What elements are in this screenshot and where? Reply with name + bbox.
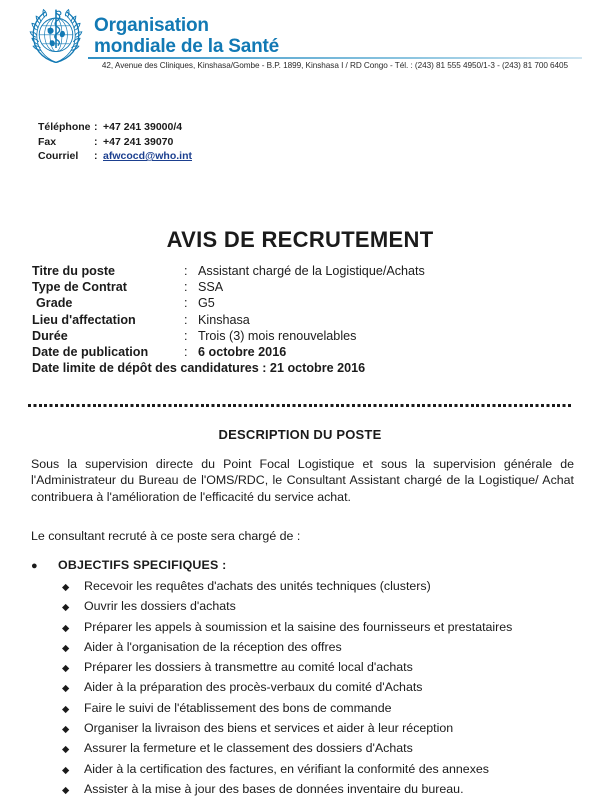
- list-item: [31, 780, 576, 800]
- letterhead: [0, 0, 600, 80]
- bullet-diamond-icon: ◆: [62, 744, 70, 756]
- list-item-label: Assurer la fermeture et le classement des dossiers d'Achats: [84, 741, 413, 756]
- list-item: [31, 597, 576, 617]
- contact-value-telephone: +47 241 39000/4: [103, 121, 183, 133]
- detail-colon: :: [184, 296, 188, 311]
- detail-value: Trois (3) mois renouvelables: [198, 328, 357, 343]
- list-item: [31, 658, 576, 678]
- bullet-diamond-icon: ◆: [62, 764, 70, 776]
- contact-label-telephone: Téléphone: [38, 121, 91, 133]
- detail-label: Date de publication: [32, 345, 149, 360]
- detail-value: Assistant chargé de la Logistique/Achats: [198, 264, 425, 278]
- contact-row-email: [38, 149, 192, 164]
- list-item: [31, 638, 576, 658]
- page-title: AVIS DE RECRUTEMENT: [166, 227, 434, 252]
- office-address: 42, Avenue des Cliniques, Kinshasa/Gombe - B.P. 1899, Kinshasa I / RD Congo - Tél. : (243) 81 555 4950/1-3 - (243) 81 700 6405: [101, 61, 569, 70]
- organization-name-line2: mondiale de la Santé: [94, 36, 279, 57]
- list-item: [31, 760, 576, 780]
- bullet-diamond-icon: ◆: [62, 724, 70, 736]
- list-item-label: Aider à la préparation des procès-verbaux du comité d'Achats: [84, 680, 423, 695]
- objectives-heading-label: OBJECTIFS SPECIFIQUES :: [58, 558, 227, 572]
- detail-colon: :: [184, 328, 188, 343]
- contact-row-telephone: [38, 120, 192, 135]
- detail-row-date-de-publication: [32, 344, 425, 360]
- detail-row-grade: [32, 295, 425, 311]
- detail-label: Grade: [36, 296, 73, 311]
- detail-row-type-de-contrat: [32, 279, 425, 295]
- objectives-heading: [31, 557, 576, 575]
- detail-row-lieu-affectation: [32, 312, 425, 328]
- detail-colon: :: [184, 345, 188, 360]
- objectives-section: [31, 557, 576, 800]
- list-item-label: Faire le suivi de l'établissement des bons de commande: [84, 700, 392, 715]
- contact-separator: :: [94, 150, 98, 162]
- contact-separator: :: [94, 121, 98, 133]
- bullet-diamond-icon: ◆: [62, 622, 70, 634]
- contact-block: [38, 120, 192, 164]
- contact-value-fax: +47 241 39070: [103, 135, 174, 148]
- detail-colon: :: [184, 312, 188, 327]
- dashed-separator: [28, 404, 572, 407]
- contact-separator: :: [94, 135, 98, 148]
- bullet-diamond-icon: ◆: [62, 642, 70, 654]
- organization-name-line1: Organisation: [94, 15, 209, 36]
- detail-value: Kinshasa: [198, 312, 250, 327]
- detail-colon: :: [184, 280, 188, 295]
- bullet-diamond-icon: ◆: [62, 683, 70, 695]
- application-deadline: Date limite de dépôt des candidatures : 21 octobre 2016: [32, 361, 366, 376]
- detail-value: 6 octobre 2016: [198, 345, 287, 360]
- list-item-label: Organiser la livraison des biens et services et aider à leur réception: [84, 721, 454, 736]
- detail-label: Lieu d'affectation: [32, 312, 136, 327]
- who-emblem-icon: [26, 7, 86, 65]
- list-item-label: Recevoir les requêtes d'achats des unités techniques (clusters): [84, 579, 431, 593]
- header-divider: [88, 57, 582, 59]
- job-details-table: [32, 263, 425, 376]
- list-item: [31, 699, 576, 719]
- detail-colon: :: [184, 264, 188, 278]
- list-item-label: Aider à l'organisation de la réception des offres: [84, 639, 342, 654]
- bullet-diamond-icon: ◆: [62, 663, 70, 675]
- bullet-diamond-icon: ◆: [62, 703, 70, 715]
- list-item: [31, 719, 576, 739]
- detail-label: Titre du poste: [32, 264, 116, 278]
- organization-name: [94, 15, 279, 57]
- list-item-label: Aider à la certification des factures, en vérifiant la conformité des annexes: [84, 761, 489, 776]
- list-item: [31, 577, 576, 597]
- detail-value: G5: [198, 296, 215, 311]
- bullet-diamond-icon: ◆: [62, 582, 70, 593]
- bullet-diamond-icon: ◆: [62, 602, 70, 614]
- list-item: [31, 618, 576, 638]
- detail-row-titre-du-poste: [32, 263, 425, 279]
- email-link[interactable]: afwcocd@who.int: [103, 150, 192, 162]
- list-item-label: Assister à la mise à jour des bases de données inventaire du bureau.: [84, 781, 464, 796]
- paragraph-supervision: Sous la supervision directe du Point Focal Logistique et sous la supervision générale de l'Administrateur du Bureau de l'OMS/RDC, le Consultant Assistant chargé de la Logistique/ Achat contribuera à l'amélioration de l'efficacité du service achat.: [31, 457, 574, 504]
- objectives-list: [31, 577, 576, 800]
- section-heading-description: DESCRIPTION DU POSTE: [218, 427, 382, 442]
- bullet-diamond-icon: ◆: [62, 784, 70, 796]
- contact-label-fax: Fax: [38, 135, 57, 148]
- list-item: [31, 678, 576, 698]
- bullet-dot-icon: ●: [31, 560, 38, 572]
- detail-label: Type de Contrat: [32, 280, 127, 295]
- paragraph-charge: Le consultant recruté à ce poste sera chargé de :: [31, 529, 301, 543]
- detail-row-duree: [32, 328, 425, 344]
- detail-label: Durée: [32, 328, 68, 343]
- contact-label-email: Courriel: [38, 150, 79, 162]
- detail-value: SSA: [198, 280, 224, 295]
- contact-row-fax: [38, 135, 192, 150]
- list-item-label: Préparer les appels à soumission et la saisine des fournisseurs et prestataires: [84, 619, 513, 634]
- list-item: [31, 739, 576, 759]
- list-item-label: Ouvrir les dossiers d'achats: [84, 599, 236, 614]
- list-item-label: Préparer les dossiers à transmettre au comité local d'achats: [84, 660, 413, 675]
